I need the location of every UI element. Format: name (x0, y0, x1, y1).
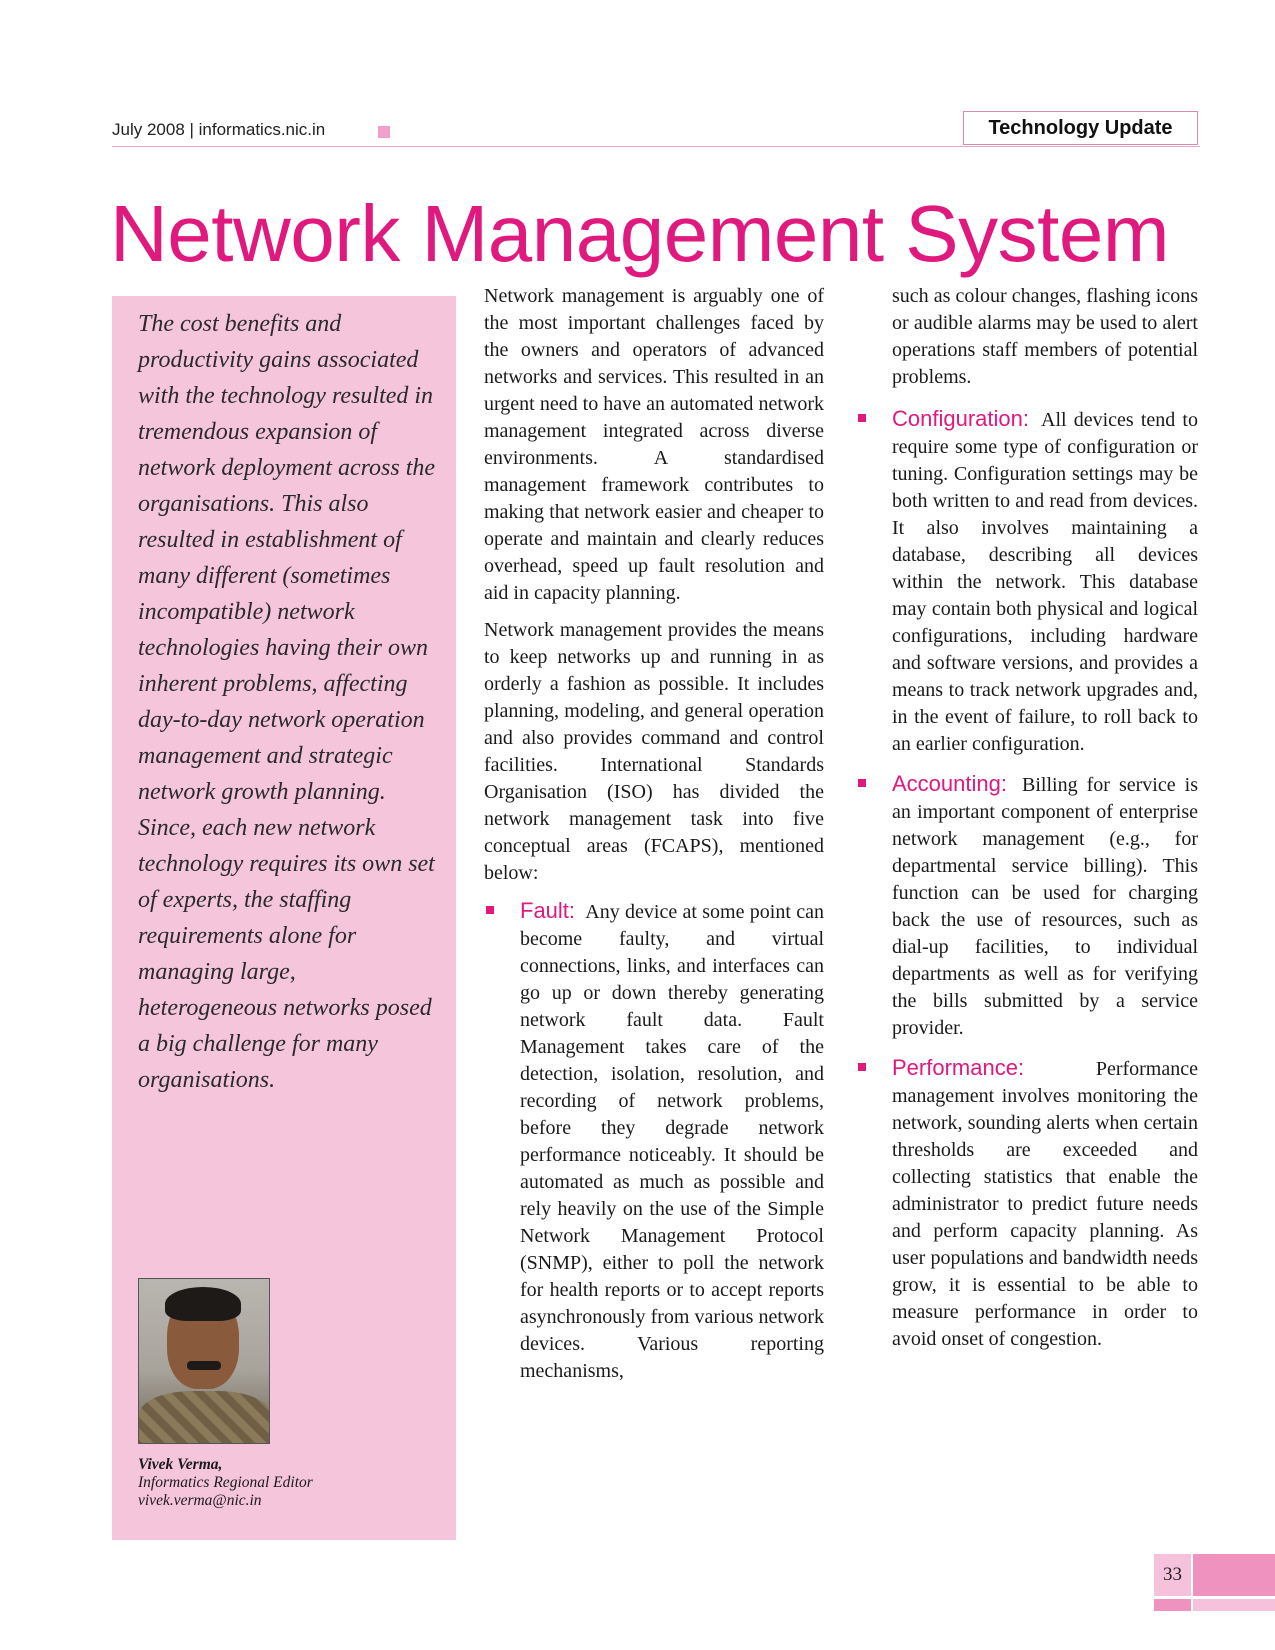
photo-shirt (139, 1391, 270, 1444)
term-accounting: Accounting: (892, 771, 1007, 796)
bullet-square-icon (858, 1063, 866, 1071)
configuration-description: All devices tend to require some type of configuration or tuning. Configuration settings may be both written to and read from devices. It also involves maintaining a database, describing all devices within the network. This database may contain both physical and logical configurations, including hardware and software versions, and provides a means to track network upgrades and, in the event of failure, to roll back to an earlier configuration. (892, 409, 1198, 755)
article-title: Network Management System (110, 189, 1170, 278)
header-square-decoration (378, 126, 390, 138)
list-item-fault (484, 897, 824, 1385)
bullet-square-icon (858, 779, 866, 787)
term-fault: Fault: (520, 898, 576, 923)
list-item-accounting (856, 770, 1198, 1042)
term-performance: Performance: (892, 1055, 1025, 1080)
fault-description: Any device at some point can become faulty, and virtual connections, links, and interfaces can go up or down thereby generating network fault data. Fault Management takes care of the detection, isolation, resolution, and recording of network problems, before they degrade network performance noticeably. It should be automated as much as possible and rely heavily on the use of the Simple Network Management Protocol (SNMP), either to poll the network for health reports or to accept reports asynchronously from various network devices. Various reporting mechanisms, (520, 901, 824, 1382)
section-tag: Technology Update (963, 111, 1198, 145)
body-paragraph-1: Network management is arguably one of the most important challenges faced by the owners and operators of advanced networks and services. This resulted in an urgent need to have an automated network management integrated across diverse environments. A standardised management framework contributes to making that network easier and cheaper to operate and maintain and clearly reduces overhead, speed up fault resolution and aid in capacity planning. (484, 285, 824, 604)
header-rule (112, 146, 1200, 147)
photo-mustache (187, 1361, 221, 1370)
page-number: 33 (1154, 1554, 1191, 1596)
performance-description: Performance management involves monitoring the network, sounding alerts when certain thresholds are exceeded and collecting statistics that enable the administrator to predict future needs and perform capacity planning. As user populations and bandwidth needs grow, it is essential to be able to measure performance in order to avoid onset of congestion. (892, 1058, 1198, 1350)
author-credit (138, 1456, 438, 1510)
author-email: vivek.verma@nic.in (138, 1492, 262, 1509)
author-name: Vivek Verma, (138, 1456, 223, 1473)
sidebar-pullquote-panel (112, 296, 456, 1540)
term-configuration: Configuration: (892, 406, 1029, 431)
bullet-square-icon (858, 414, 866, 422)
list-item-performance (856, 1054, 1198, 1353)
sidebar-quote: The cost benefits and productivity gains associated with the technology resulted in tremendous expansion of network deployment across the organisations. This also resulted in establishment of many different (sometimes incompatible) network technologies having their own inherent problems, affecting day-to-day network operation management and strategic network growth planning. Since, each new network technology requires its own set of experts, the staffing requirements alone for managing large, heterogeneous networks posed a big challenge for many organisations. (138, 311, 436, 1093)
body-column-middle (484, 283, 824, 1397)
issue-info: July 2008 | informatics.nic.in (112, 120, 326, 139)
page-corner-strip (1193, 1599, 1275, 1611)
photo-hair (165, 1287, 241, 1321)
accounting-description: Billing for service is an important component of enterprise network management (e.g., for departmental service billing). This function can be used for charging back the use of resources, such as dial-up facilities, to individual departments as well as for verifying the bills submitted by a service provider. (892, 774, 1199, 1039)
body-column-right (892, 283, 1198, 1365)
fault-continuation: such as colour changes, flashing icons or audible alarms may be used to alert operations staff members of potential problems. (892, 285, 1198, 388)
page-corner-decoration (1193, 1554, 1275, 1596)
bullet-square-icon (486, 906, 494, 914)
body-paragraph-2: Network management provides the means to keep networks up and running in as orderly a fashion as possible. It includes planning, modeling, and general operation and also provides command and control facilities. International Standards Organisation (ISO) has divided the network management task into five conceptual areas (FCAPS), mentioned below: (484, 619, 824, 884)
page-corner-strip (1154, 1599, 1191, 1611)
list-item-configuration (856, 405, 1198, 758)
author-photo (138, 1278, 270, 1444)
author-role: Informatics Regional Editor (138, 1474, 313, 1491)
